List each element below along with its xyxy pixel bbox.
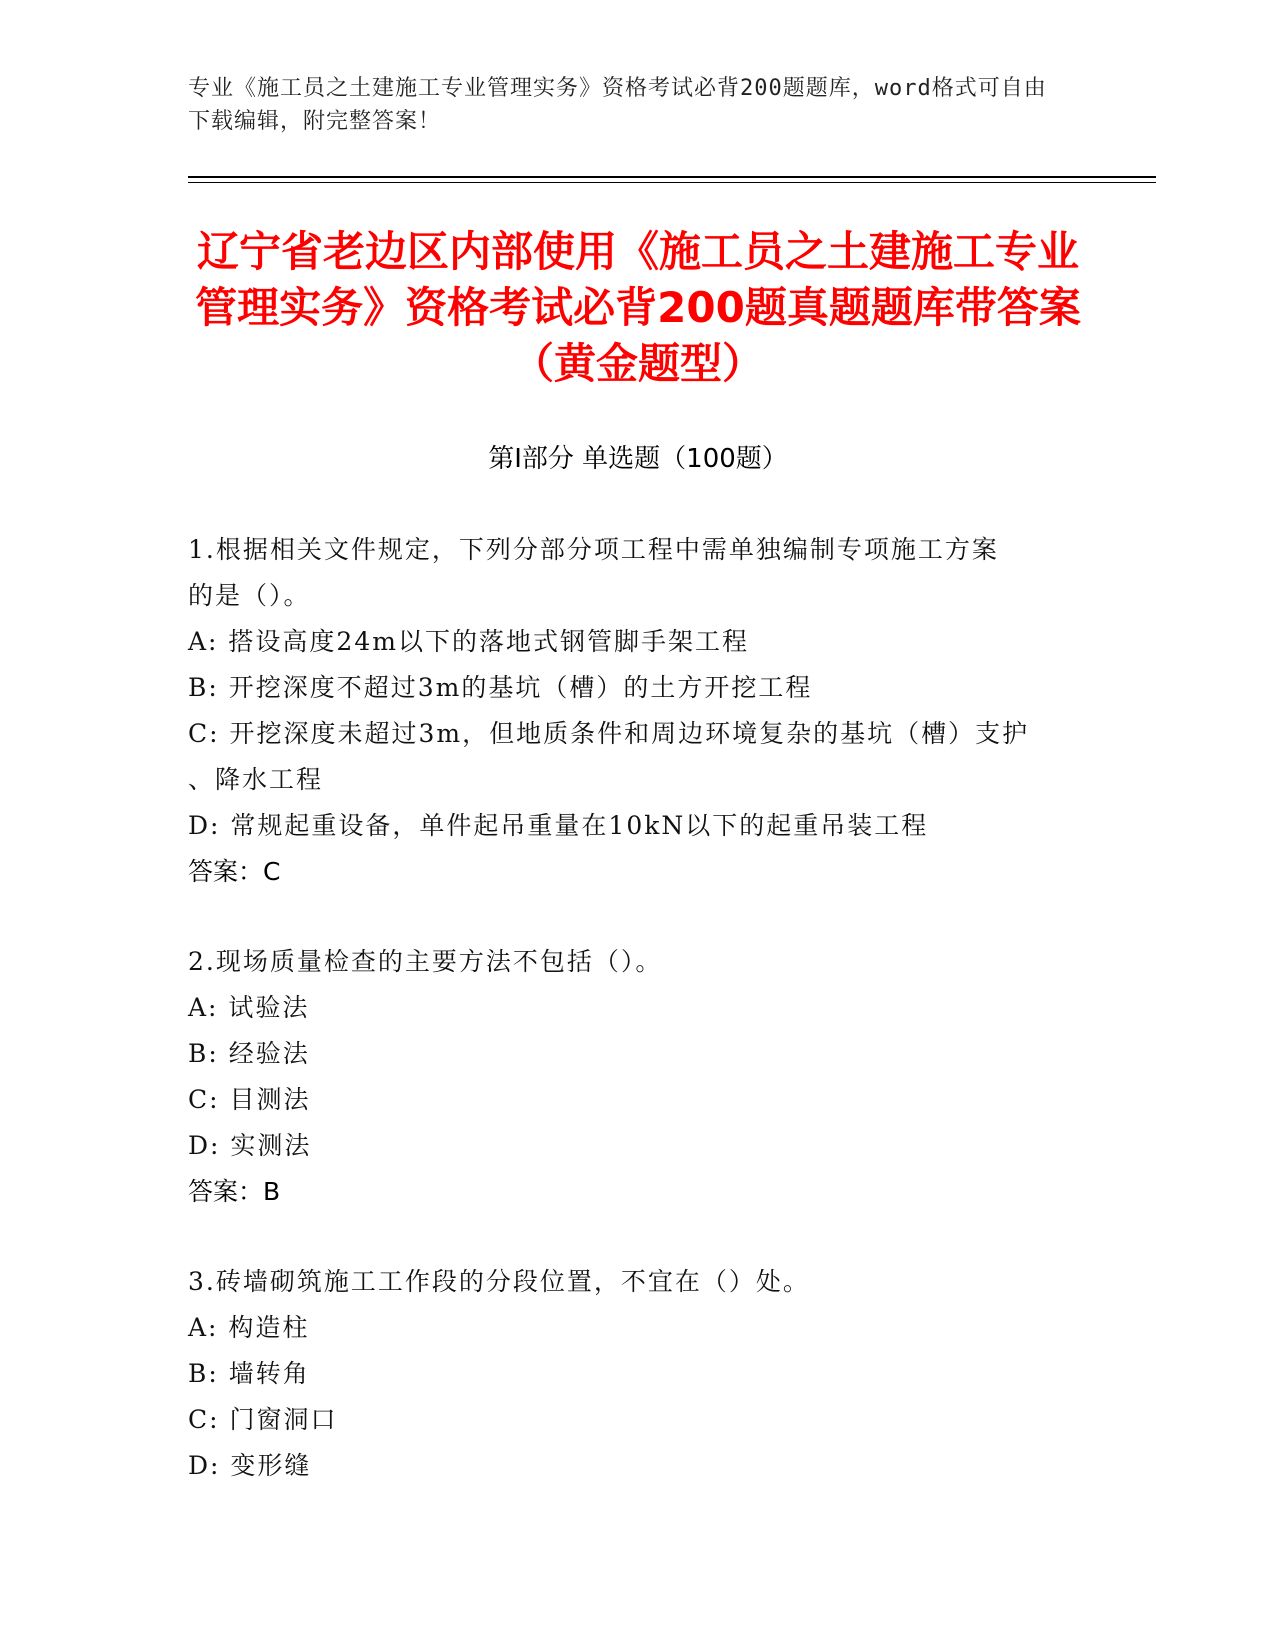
- option-d: D: 常规起重设备，单件起吊重量在10kN以下的起重吊装工程: [188, 811, 929, 840]
- question-stem: 2.现场质量检查的主要方法不包括（）。: [188, 947, 663, 976]
- option-b: B: 开挖深度不超过3m的基坑（槽）的土方开挖工程: [188, 673, 813, 702]
- option-c-continued: 、降水工程: [188, 765, 324, 794]
- document-title: 辽宁省老边区内部使用《施工员之土建施工专业管理实务》资格考试必背200题真题题库带答案（黄金题型）: [195, 227, 1081, 388]
- option-d: D: 变形缝: [188, 1451, 312, 1480]
- question-stem: 3.砖墙砌筑施工工作段的分段位置，不宜在（）处。: [188, 1267, 810, 1296]
- question-stem: 1.根据相关文件规定，下列分部分项工程中需单独编制专项施工方案: [188, 535, 999, 564]
- option-c: C: 目测法: [188, 1085, 311, 1114]
- question-1: [188, 527, 1088, 895]
- option-b: B: 经验法: [188, 1039, 310, 1068]
- option-c: C: 门窗洞口: [188, 1405, 338, 1434]
- option-a: A: 搭设高度24m以下的落地式钢管脚手架工程: [188, 627, 749, 656]
- question-2: [188, 939, 1088, 1215]
- header-divider-thick: [188, 176, 1156, 178]
- option-b: B: 墙转角: [188, 1359, 310, 1388]
- section-heading: 第Ⅰ部分 单选题（100题）: [488, 444, 788, 474]
- option-a: A: 试验法: [188, 993, 310, 1022]
- question-stem-continued: 的是（）。: [188, 581, 311, 610]
- question-3: [188, 1259, 1088, 1489]
- option-d: D: 实测法: [188, 1131, 312, 1160]
- header-note: 专业《施工员之土建施工专业管理实务》资格考试必背200题题库，word格式可自由下载编辑，附完整答案！: [188, 76, 1047, 134]
- question-list: [188, 527, 1088, 1533]
- option-c: C: 开挖深度未超过3m，但地质条件和周边环境复杂的基坑（槽）支护: [188, 719, 1030, 748]
- answer-line: 答案：C: [188, 857, 281, 886]
- option-a: A: 构造柱: [188, 1313, 310, 1342]
- answer-line: 答案：B: [188, 1177, 281, 1206]
- header-divider-thin: [188, 182, 1156, 183]
